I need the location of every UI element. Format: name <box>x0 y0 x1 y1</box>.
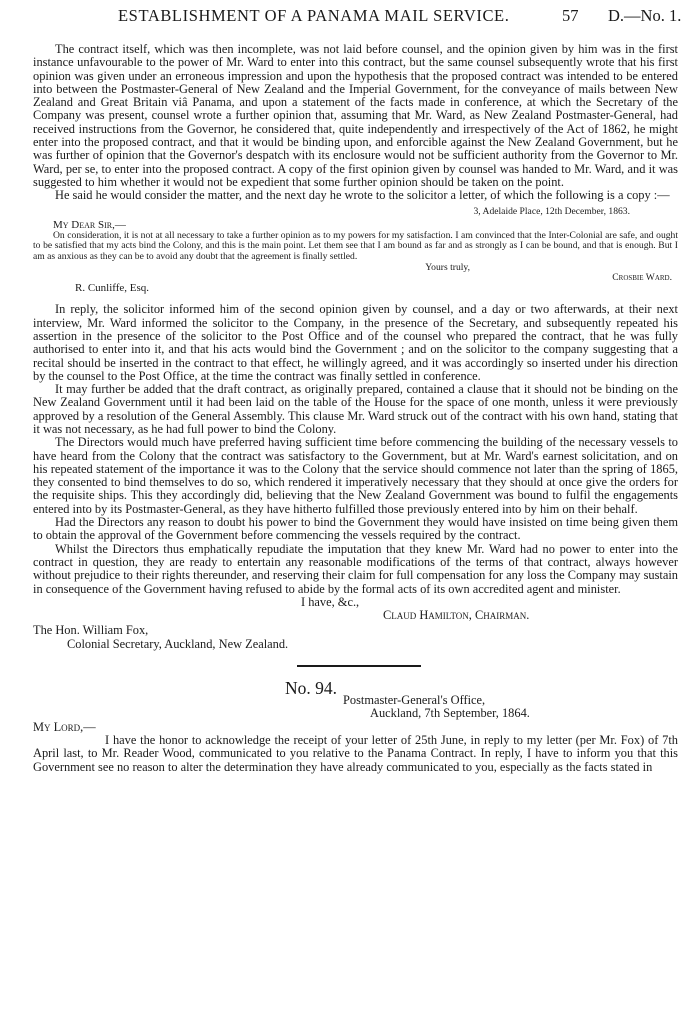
paragraph-6: Had the Directors any reason to doubt his power to bind the Government they would have insisted on time being given them to obtain the approval of the Government before commencing the vessels required by the contract. <box>33 515 678 543</box>
signoff-have: I have, &c., <box>301 594 360 609</box>
paragraph-2: He said he would consider the matter, and the next day he wrote to the solicitor a letter, of which the following is a copy :— <box>55 188 670 203</box>
recipient-title: Colonial Secretary, Auckland, New Zealand. <box>67 636 289 651</box>
paragraph-4: It may further be added that the draft contract, as originally prepared, contained a clause that it should not be binding on the New Zealand Government until it had been laid on the table of the House for the space of one month, unless it were previously approved by a resolution of the General Assembly. This clause Mr. Ward struck out of the contract with his own hand, stating that it was not necessary, as he had full power to bind the Colony. <box>33 382 678 436</box>
document-reference: D.—No. 1. <box>608 6 682 25</box>
no94-salutation: My Lord,— <box>33 719 96 734</box>
running-header <box>0 6 700 32</box>
letter-salutation: My Dear Sir,— <box>53 219 126 232</box>
paragraph-1: The contract itself, which was then incomplete, was not laid before counsel, and the opinion given by him was in the first instance unfavourable to the power of Mr. Ward to enter into this contract, but the same counsel subsequently wrote that his first opinion was given under an erroneous impression and upon the hypothesis that the proposed contract was intended to be entered into between the Postmaster-General of New Zealand and the Imperial Government, for the conveyance of mails between New Zealand and Great Britain viâ Panama, and upon a statement of the facts made in conference, at which the Secretary of the Company was present, counsel wrote a further opinion that, assuming that Mr. Ward, as New Zealand Postmaster-General, had received instructions from the Governor, he considered that, quite independently and irrespectively of the Act of 1862, he might enter into the proposed contract, and that it would be binding upon, and enforcible against the New Zealand Government, but he was further of opinion that the Governor's despatch with its enclosure would not be sufficient authority from the Governor to Mr. Ward, per se, to enter into the proposed contract. A copy of the first opinion given by counsel was handed to Mr. Ward, and it was suggested to him whether it would not be expedient that some further opinion should be taken on the point. <box>33 42 678 189</box>
section-divider <box>297 665 421 667</box>
signoff-signature: Claud Hamilton, Chairman. <box>383 608 530 623</box>
paragraph-3: In reply, the solicitor informed him of the second opinion given by counsel, and a day or two afterwards, at their next interview, Mr. Ward informed the solicitor to the Company, in the presence of the Secretary, and subsequently repeated his assertion in the presence of the solicitor to the Post Office and of the counsel who prepared the contract, that he was fully authorised to enter into it, and that his acts would bind the Government ; and on the solicitor to the company suggesting that a recital should be inserted in the contract to that effect, he willingly agreed, and it was accordingly so inserted under his direction by the counsel to the Post Office, at the time the contract was finally settled in conference. <box>33 302 678 383</box>
page-number: 57 <box>562 6 579 25</box>
office-line: Postmaster-General's Office, <box>343 693 486 708</box>
place-date-line: Auckland, 7th September, 1864. <box>370 706 530 721</box>
paragraph-5: The Directors would much have preferred having sufficient time before commencing the building of the necessary vessels to have heard from the Colony that the contract was satisfactory to the Government, but at Mr. Ward's earnest solicitation, and on his repeated statement of the importance it was to the Colony that the service should commence not later than the spring of 1865, they consented to bind themselves to do so, which rendered it imperatively necessary that they should at once give the orders for the requisite ships. This they accordingly did, believing that the New Zealand Government was bound to fulfil the engagements entered into by its Postmaster-General, as they have hitherto fulfilled those previously entered into by him on their behalf. <box>33 435 678 516</box>
letter-body: On consideration, it is not at all necessary to take a further opinion as to my powers for my satisfaction. I am convinced that the Inter-Colonial are safe, and ought to be satisfied that my acts bind the Colony, and this is the main point. Let them see that I am bound as far and as strongly as I can be bound, and that is enough. But I am as anxious as they can be to avoid any doubt that the agreement is finally settled. <box>33 229 678 262</box>
letter-address: 3, Adelaide Place, 12th December, 1863. <box>473 205 630 217</box>
document-body <box>33 43 678 774</box>
letter-addressee: R. Cunliffe, Esq. <box>75 281 150 294</box>
recipient-name: The Hon. William Fox, <box>33 623 149 638</box>
header-title: ESTABLISHMENT OF A PANAMA MAIL SERVICE. <box>118 6 510 25</box>
letter-signature: Crosbie Ward. <box>612 272 672 284</box>
letter-closing: Yours truly, <box>425 261 470 273</box>
paragraph-7: Whilst the Directors thus emphatically repudiate the imputation that they knew Mr. Ward had no power to enter into the contract in question, they are ready to entertain any reasonable modifications of the terms of that contract, always however without prejudice to their rights thereunder, and reserving their claim for full compensation for any loss the Company may sustain in consequence of the Government having refused to abide by the formal acts of its own accredited agent and minister. <box>33 541 678 596</box>
section-heading: No. 94. <box>285 678 338 699</box>
no94-body: I have the honor to acknowledge the receipt of your letter of 25th June, in reply to my letter (per Mr. Fox) of 7th April last, to Mr. Reader Wood, communicated to you relative to the Panama Contract. In reply, I have to inform you that this Government see no reason to alter the determination they have already communicated to you, especially as the facts stated in <box>33 732 678 774</box>
quoted-letter <box>33 207 678 294</box>
